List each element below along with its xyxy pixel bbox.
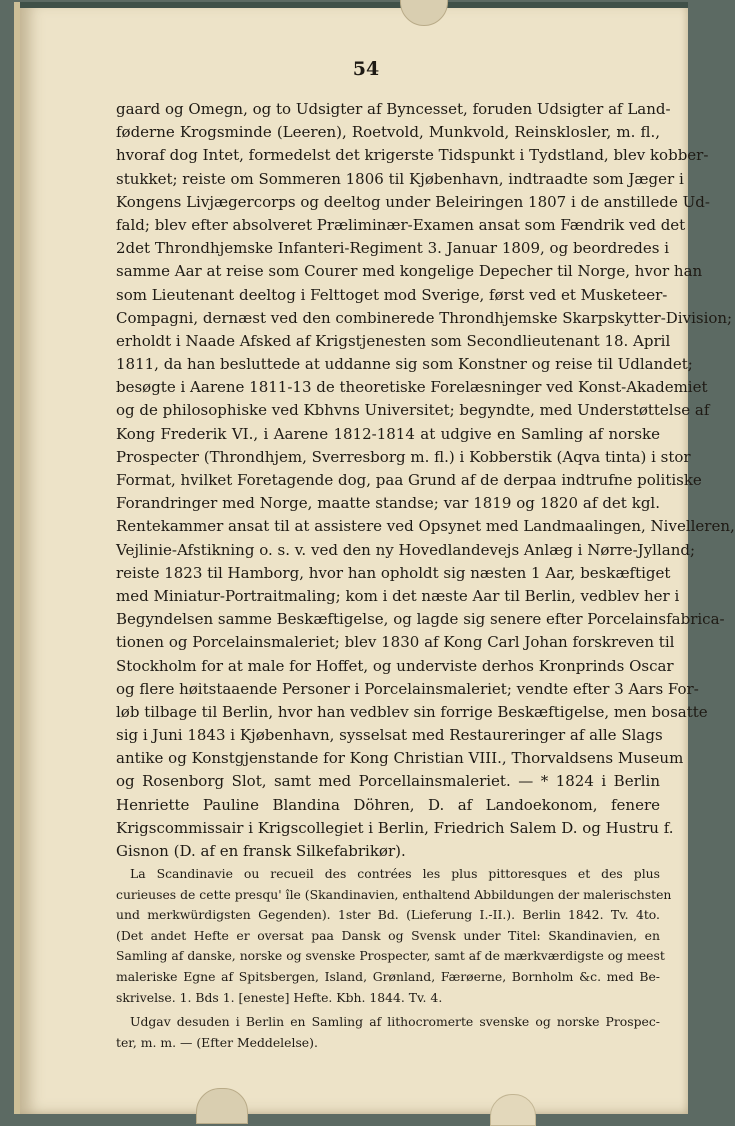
body-line: føderne Krogsminde (Leeren), Roetvold, Munkvold, Reinsklosler, m. fl.,	[116, 123, 660, 142]
body-line: Vejlinie-Afstikning o. s. v. ved den ny Hovedlandevejs Anlæg i Nørre-Jylland;	[116, 540, 696, 559]
footnote-line: maleriske Egne af Spitsbergen, Island, Grønland, Færøerne, Bornholm &c. med Be-	[116, 968, 660, 984]
body-line: Henriette Pauline Blandina Döhren, D. af Landoekonom, fenere	[116, 795, 660, 814]
body-line: tionen og Porcelainsmaleriet; blev 1830 af Kong Carl Johan forskreven til	[116, 633, 675, 652]
body-line: Gisnon (D. af en fransk Silkefabrikør).	[116, 842, 406, 860]
body-line: løb tilbage til Berlin, hvor han vedblev sin forrige Beskæftigelse, men bosatte	[116, 702, 708, 721]
body-line: Compagni, dernæst ved den combinerede Throndhjemske Skarpskytter-Division;	[116, 308, 733, 327]
body-line: og de philosophiske ved Kbhvns Universitet; begyndte, med Understøttelse af	[116, 401, 710, 420]
body-line: Stockholm for at male for Hoffet, og underviste derhos Kronprinds Oscar	[116, 656, 674, 675]
body-line: besøgte i Aarene 1811-13 de theoretiske Forelæsninger ved Konst-Akademiet	[116, 378, 708, 397]
body-line: erholdt i Naade Afsked af Krigstjenesten som Secondlieutenant 18. April	[116, 331, 671, 350]
body-line: som Lieutenant deeltog i Felttoget mod Sverige, først ved et Musketeer-	[116, 285, 668, 304]
body-line: Prospecter (Throndhjem, Sverresborg m. fl.) i Kobberstik (Aqva tinta) i stor	[116, 447, 691, 466]
body-line: Format, hvilket Foretagende dog, paa Grund af de derpaa indtrufne politiske	[116, 471, 702, 489]
body-line: antike og Konstgjenstande for Kong Christian VIII., Thorvaldsens Museum	[116, 749, 684, 768]
body-line: reiste 1823 til Hamborg, hvor han opholdt sig næsten 1 Aar, beskæftiget	[116, 563, 671, 582]
body-line: stukket; reiste om Sommeren 1806 til Kjøbenhavn, indtraadte som Jæger i	[116, 169, 684, 188]
body-line: hvoraf dog Intet, formedelst det krigerste Tidspunkt i Tydstland, blev kobber-	[116, 146, 709, 165]
body-line: Krigscommissair i Krigscollegiet i Berlin, Friedrich Salem D. og Hustru f.	[116, 818, 674, 837]
footnote-line: Udgav desuden i Berlin en Samling af lithocromerte svenske og norske Prospec-	[130, 1014, 660, 1030]
body-line: og Rosenborg Slot, samt med Porcellainsmaleriet. — * 1824 i Berlin	[116, 772, 660, 791]
body-line: 2det Throndhjemske Infanteri-Regiment 3. Januar 1809, og beordredes i	[116, 239, 670, 258]
footnote-line: Samling af danske, norske og svenske Prospecter, samt af de mærkværdigste og meest	[116, 948, 665, 964]
footnote-line: ter, m. m. — (Efter Meddelelse).	[116, 1034, 318, 1050]
body-line: Begyndelsen samme Beskæftigelse, og lagde sig senere efter Porcelainsfabrica-	[116, 610, 725, 629]
body-line: Rentekammer ansat til at assistere ved Opsynet med Landmaalingen, Nivelleren,	[116, 517, 735, 536]
footnote-line: La Scandinavie ou recueil des contrées les plus pittoresques et des plus	[130, 866, 660, 881]
body-line: fald; blev efter absolveret Præliminær-Examen ansat som Fændrik ved det	[116, 215, 686, 234]
book-page	[14, 2, 735, 1114]
footnote-line: und merkwürdigsten Gegenden). 1ster Bd. (Lieferung I.-II.). Berlin 1842. Tv. 4to.	[116, 907, 660, 923]
body-line: Kongens Livjægercorps og deeltog under Beleiringen 1807 i de anstillede Ud-	[116, 192, 710, 211]
footnote-line: curieuses de cette presqu' île (Skandinavien, enthaltend Abbildungen der malerischsten	[116, 886, 672, 902]
footnote-text	[116, 864, 672, 1053]
page-tab-bottom-left	[196, 1088, 248, 1124]
page-number: 54	[352, 58, 380, 80]
body-line: Kong Frederik VI., i Aarene 1812-1814 at udgive en Samling af norske	[116, 424, 660, 443]
page-top-edge	[20, 2, 688, 8]
footnote-line: skrivelse. 1. Bds 1. [eneste] Hefte. Kbh. 1844. Tv. 4.	[116, 989, 443, 1005]
body-line: samme Aar at reise som Courer med kongelige Depecher til Norge, hvor han	[116, 262, 703, 281]
body-line: og flere høitstaaende Personer i Porcelainsmaleriet; vendte efter 3 Aars For-	[116, 679, 699, 698]
page-tab-bottom-right	[490, 1094, 536, 1126]
body-text	[116, 98, 735, 863]
page-tab-top	[400, 0, 448, 26]
footnote-line: (Det andet Hefte er oversat paa Dansk og Svensk under Titel: Skandinavien, en	[116, 927, 660, 943]
body-line: med Miniatur-Portraitmaling; kom i det næste Aar til Berlin, vedblev her i	[116, 586, 680, 605]
body-line: gaard og Omegn, og to Udsigter af Byncesset, foruden Udsigter af Land-	[116, 100, 671, 118]
body-line: sig i Juni 1843 i Kjøbenhavn, sysselsat med Restaureringer af alle Slags	[116, 726, 663, 745]
body-line: 1811, da han besluttede at uddanne sig som Konstner og reise til Udlandet;	[116, 355, 693, 374]
body-line: Forandringer med Norge, maatte standse; var 1819 og 1820 af det kgl.	[116, 494, 660, 513]
